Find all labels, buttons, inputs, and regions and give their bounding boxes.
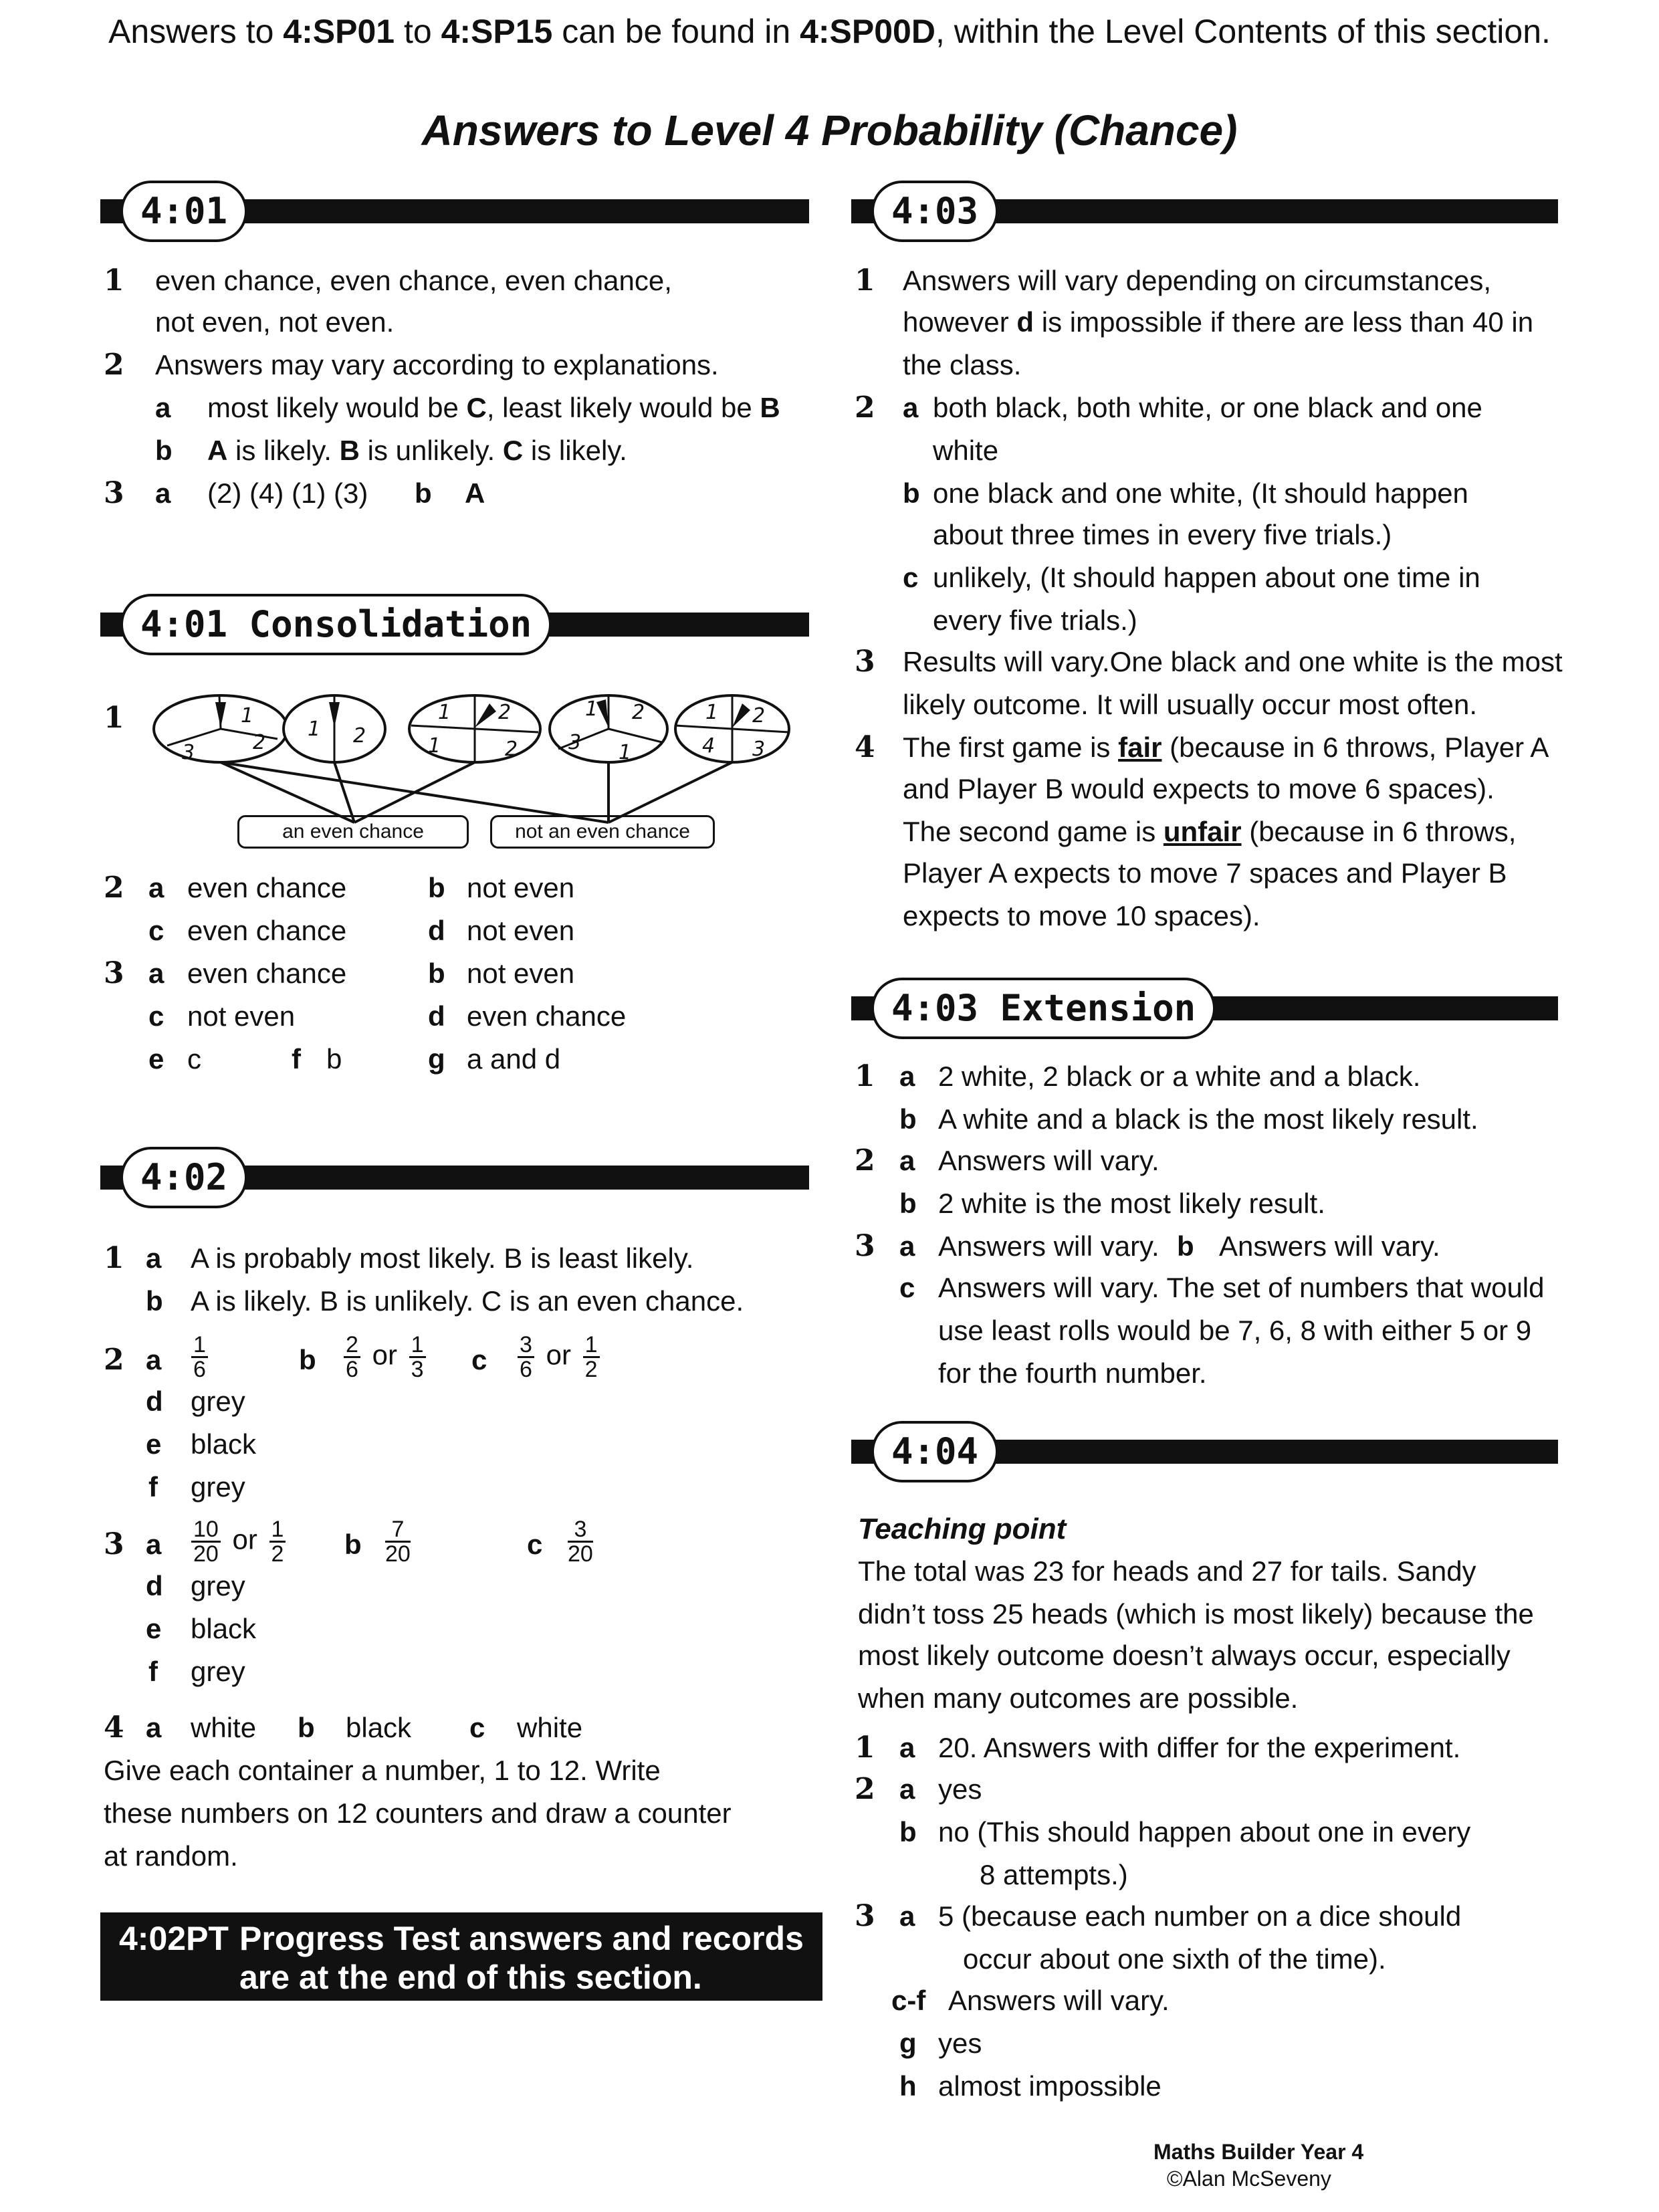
- spinner-number: 3: [182, 741, 195, 764]
- answer-line: white: [191, 1712, 257, 1743]
- answer-line: one black and one white, (It should happen: [933, 477, 1468, 509]
- answer-line: Answers will vary.: [948, 1985, 1170, 2016]
- answer-line: A is probably most likely. B is least likely.: [191, 1242, 694, 1274]
- answer-line: even chance, even chance, even chance,: [155, 265, 672, 296]
- answer-line: even chance: [187, 915, 347, 946]
- fraction-answer: $\frac{7}{20}$: [385, 1517, 411, 1567]
- label-even-chance: an even chance: [237, 815, 469, 849]
- answer-line: black: [346, 1712, 412, 1743]
- q-number: 2: [855, 1772, 875, 1806]
- part-letter: c: [899, 1272, 915, 1303]
- answer-line: A is likely. B is unlikely. C is likely.: [207, 435, 627, 466]
- part-letter: d: [428, 915, 445, 946]
- part-letter: g: [899, 2027, 917, 2059]
- section-header-4-02: 4:02: [100, 1147, 809, 1208]
- page-title: Answers to Level 4 Probability (Chance): [421, 106, 1238, 154]
- part-letter: b: [428, 872, 445, 903]
- answer-line: A white and a black is the most likely result.: [938, 1103, 1478, 1135]
- part-letter: b: [899, 1103, 917, 1135]
- answer-line: even chance: [187, 872, 347, 903]
- q-number: 4: [104, 1710, 124, 1745]
- part-letter: a: [146, 1529, 162, 1560]
- footer-copyright: ©Alan McSeveny: [1167, 2167, 1331, 2191]
- part-letter: a: [146, 1344, 162, 1375]
- teaching-point-heading: Teaching point: [858, 1513, 1067, 1545]
- answer-line: c: [187, 1043, 201, 1075]
- fraction-answer: $\frac{3}{6}$ or $\frac{1}{2}$: [514, 1333, 604, 1381]
- answer-line: A is likely. B is unlikely. C is an even chance.: [191, 1285, 744, 1317]
- spinner-number: 2: [752, 704, 766, 728]
- part-letter: e: [148, 1043, 164, 1075]
- answer-line: likely outcome. It will usually occur most often.: [903, 689, 1477, 720]
- part-letter: f: [148, 1656, 158, 1687]
- part-letter: b: [299, 1344, 316, 1375]
- answer-line: grey: [191, 1570, 245, 1601]
- answer-line: however d is impossible if there are less than 40 in: [903, 306, 1534, 338]
- q-number: 1: [855, 1059, 875, 1093]
- answer-line: most likely would be C, least likely would be B: [207, 392, 780, 423]
- part-letter: b: [344, 1529, 362, 1560]
- answer-line: use least rolls would be 7, 6, 8 with either 5 or 9: [938, 1315, 1532, 1346]
- answer-line: 2 white, 2 black or a white and a black.: [938, 1061, 1421, 1092]
- q-number: 2: [104, 1343, 124, 1377]
- part-letter: b: [1177, 1230, 1194, 1262]
- answer-line: every five trials.): [933, 604, 1137, 636]
- answer-line: almost impossible: [938, 2070, 1162, 2102]
- part-letter: a: [903, 392, 919, 423]
- section-header-4-03: 4:03: [851, 181, 1558, 242]
- answer-line: both black, both white, or one black and one: [933, 392, 1482, 423]
- spinner-number: 1: [619, 741, 632, 764]
- part-letter: d: [146, 1570, 163, 1601]
- part-letter: d: [146, 1386, 163, 1417]
- part-letter: a: [899, 1773, 915, 1805]
- spinner-number: 1: [241, 704, 254, 728]
- answer-line: expects to move 10 spaces).: [903, 900, 1260, 931]
- q-number: 1: [104, 701, 124, 735]
- part-letter: a: [155, 392, 171, 423]
- fraction-answer: $\frac{10}{20}$ or $\frac{1}{2}$: [187, 1518, 290, 1565]
- section-header-4-01-consolidation: 4:01 Consolidation: [100, 594, 809, 655]
- spinner-number: 1: [428, 734, 441, 758]
- part-letter: c: [148, 1000, 164, 1032]
- part-letter: c: [471, 1344, 487, 1375]
- answer-line: Answers may vary according to explanations.: [155, 349, 719, 380]
- answer-line: when many outcomes are possible.: [858, 1682, 1299, 1714]
- part-letter: g: [428, 1043, 445, 1075]
- part-letter: e: [146, 1613, 162, 1644]
- answer-line: Answers will vary. The set of numbers that would: [938, 1272, 1545, 1303]
- answer-line: A: [465, 477, 485, 509]
- answer-line: and Player B would expects to move 6 spaces).: [903, 773, 1495, 804]
- q-number: 1: [104, 1241, 124, 1275]
- spinner-number: 1: [438, 701, 451, 724]
- answer-line: b: [326, 1043, 342, 1075]
- answer-line: The second game is unfair (because in 6 throws,: [903, 816, 1517, 847]
- answer-line: black: [191, 1613, 257, 1644]
- answer-line: white: [933, 435, 999, 466]
- part-letter: f: [148, 1471, 158, 1503]
- part-letter: a: [146, 1712, 162, 1743]
- progress-test-banner: 4:02PT Progress Test answers and records are at the end of this section.: [100, 1912, 822, 2001]
- spinner-number: 2: [353, 724, 366, 748]
- part-letter: a: [899, 1061, 915, 1092]
- answer-line: Results will vary.One black and one white is the most: [903, 646, 1563, 677]
- part-letter: c-f: [891, 1985, 926, 2016]
- answer-line: a and d: [467, 1043, 561, 1075]
- part-letter: e: [146, 1428, 162, 1460]
- spinner-number: 2: [498, 701, 512, 724]
- answer-line: 8 attempts.): [980, 1859, 1128, 1890]
- part-letter: c: [903, 562, 919, 593]
- spinner-number: 4: [702, 734, 715, 758]
- q-number: 3: [104, 956, 124, 990]
- answer-line: most likely outcome doesn’t always occur, especially: [858, 1640, 1511, 1671]
- spinner-number: 1: [705, 701, 719, 724]
- fraction-answer: $\frac{1}{6}$: [187, 1333, 212, 1381]
- fraction-answer: $\frac{3}{20}$: [568, 1517, 593, 1567]
- part-letter: b: [415, 477, 432, 509]
- q-number: 2: [855, 1143, 875, 1178]
- spinner-number: 3: [752, 738, 766, 761]
- part-letter: b: [298, 1712, 315, 1743]
- answer-line: white: [517, 1712, 583, 1743]
- q-number: 3: [104, 1527, 124, 1561]
- part-letter: b: [899, 1188, 917, 1219]
- q-number: 1: [855, 1731, 875, 1765]
- answer-line: unlikely, (It should happen about one time in: [933, 562, 1480, 593]
- q-number: 4: [855, 730, 875, 764]
- answer-line: Answers will vary.: [938, 1230, 1159, 1262]
- part-letter: a: [155, 477, 171, 509]
- part-letter: d: [428, 1000, 445, 1032]
- answer-line: 2 white is the most likely result.: [938, 1188, 1325, 1219]
- answer-line: Player A expects to move 7 spaces and Player B: [903, 857, 1507, 889]
- part-letter: b: [428, 958, 445, 989]
- part-letter: b: [903, 477, 920, 509]
- q-number: 3: [855, 1899, 875, 1933]
- section-header-4-03-extension: 4:03 Extension: [851, 978, 1558, 1039]
- answer-line: yes: [938, 1773, 982, 1805]
- answer-line: The total was 23 for heads and 27 for tails. Sandy: [858, 1555, 1476, 1587]
- q-number: 1: [855, 263, 875, 298]
- section-header-4-04: 4:04: [851, 1421, 1558, 1482]
- answer-line: 20. Answers with differ for the experiment.: [938, 1732, 1461, 1763]
- q-number: 2: [104, 871, 124, 905]
- q-number: 2: [104, 348, 124, 382]
- answer-line: not even, not even.: [155, 306, 395, 338]
- answer-line: these numbers on 12 counters and draw a counter: [104, 1797, 732, 1829]
- answer-line: didn’t toss 25 heads (which is most likely) because the: [858, 1598, 1534, 1630]
- part-letter: c: [527, 1529, 543, 1560]
- spinner-number: 1: [585, 697, 598, 721]
- part-letter: a: [899, 1230, 915, 1262]
- answer-line: occur about one sixth of the time).: [963, 1943, 1386, 1975]
- answer-line: not even: [187, 1000, 296, 1032]
- answer-line: yes: [938, 2027, 982, 2059]
- q-number: 3: [855, 1229, 875, 1263]
- part-letter: c: [148, 915, 164, 946]
- part-letter: a: [899, 1900, 915, 1932]
- spinner-number: 3: [568, 731, 582, 754]
- label-not-even-chance: not an even chance: [490, 815, 715, 849]
- part-letter: b: [155, 435, 173, 466]
- answer-line: grey: [191, 1656, 245, 1687]
- answer-line: Give each container a number, 1 to 12. Write: [104, 1755, 661, 1786]
- q-number: 2: [855, 391, 875, 425]
- answer-line: not even: [467, 958, 575, 989]
- answer-line: at random.: [104, 1840, 238, 1872]
- answer-line: grey: [191, 1386, 245, 1417]
- spinner-number: 2: [253, 731, 266, 754]
- answer-line: not even: [467, 915, 575, 946]
- fraction-answer: $\frac{2}{6}$ or $\frac{1}{3}$: [340, 1333, 430, 1381]
- answer-line: The first game is fair (because in 6 throws, Player A: [903, 732, 1549, 763]
- top-note: Answers to 4:SP01 to 4:SP15 can be found in 4:SP00D, within the Level Contents of this section.: [108, 13, 1551, 50]
- answer-line: black: [191, 1428, 257, 1460]
- footer-book-title: Maths Builder Year 4: [1153, 2140, 1364, 2164]
- answer-line: the class.: [903, 349, 1022, 380]
- part-letter: a: [148, 872, 164, 903]
- part-letter: h: [899, 2070, 917, 2102]
- q-number: 1: [104, 263, 124, 298]
- part-letter: b: [899, 1816, 917, 1848]
- answer-line: about three times in every five trials.): [933, 519, 1392, 550]
- answer-line: no (This should happen about one in every: [938, 1816, 1471, 1848]
- answer-line: grey: [191, 1471, 245, 1503]
- answer-line: not even: [467, 872, 575, 903]
- answer-line: for the fourth number.: [938, 1357, 1207, 1389]
- part-letter: a: [899, 1145, 915, 1176]
- q-number: 3: [104, 476, 124, 510]
- section-header-4-01: 4:01: [100, 181, 809, 242]
- q-number: 3: [855, 645, 875, 679]
- answer-line: Answers will vary.: [938, 1145, 1159, 1176]
- answer-line: Answers will vary.: [1219, 1230, 1440, 1262]
- spinner-number: 2: [632, 701, 645, 724]
- part-letter: a: [899, 1732, 915, 1763]
- answer-line: 5 (because each number on a dice should: [938, 1900, 1462, 1932]
- answer-line: (2) (4) (1) (3): [207, 477, 368, 509]
- part-letter: a: [146, 1242, 162, 1274]
- part-letter: b: [146, 1285, 163, 1317]
- answer-line: even chance: [467, 1000, 627, 1032]
- answer-line: Answers will vary depending on circumstances,: [903, 265, 1492, 296]
- answer-line: even chance: [187, 958, 347, 989]
- spinner-number: 1: [308, 717, 321, 741]
- part-letter: c: [469, 1712, 485, 1743]
- spinner-number: 2: [505, 738, 518, 761]
- part-letter: a: [148, 958, 164, 989]
- part-letter: f: [292, 1043, 301, 1075]
